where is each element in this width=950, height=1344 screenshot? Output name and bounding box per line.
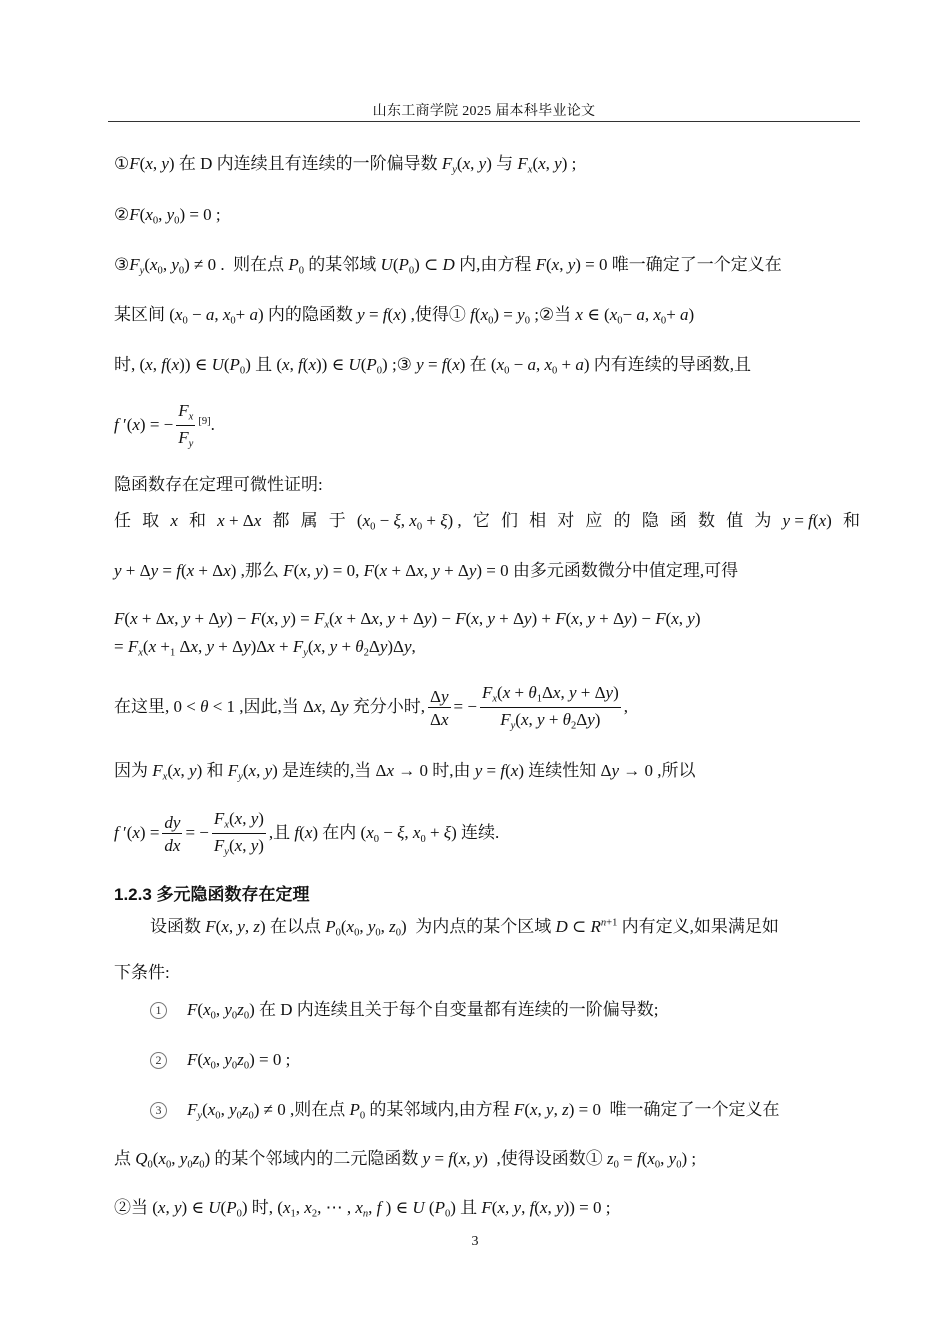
running-header: 山东工商学院 2025 届本科毕业论文 bbox=[372, 104, 596, 119]
proof-conclusion: f ′(x) = $\frac{dy}{dx}$ = − $\frac{F_x(x, y)}{F_y(x, y)}$ ,且 f(x) 在内 ($x_0 - \xi$, $x_0 + \xi$) 连续. bbox=[114, 809, 500, 858]
fraction-dy-dx: $\frac{\Delta y}{\Delta x}$ bbox=[430, 687, 449, 730]
page-number: 3 bbox=[471, 1234, 479, 1249]
section-title: 多元隐函数存在定理 bbox=[156, 885, 310, 904]
multivar-condition-2: 2 $F(x_0$, $y_0z_0) = 0$ ; bbox=[150, 1051, 290, 1072]
circled-number-1: ① bbox=[114, 154, 130, 173]
multivar-condition-3: 3 $F_y(x_0$, $y_0z_0) \ne 0$ ,则在点 $P_0$ 的某邻域内,由方程 F(x, y, z) = 0 唯一确定了一个定义在 bbox=[150, 1101, 779, 1122]
header-divider bbox=[108, 121, 860, 122]
circled-number-2: ② bbox=[114, 205, 130, 224]
multivar-condition-3-continuation-1: 点 $Q_0(x_0$, $y_0z_0$) 的某个邻域内的二元隐函数 y = f(x, y) ,使得设函数① $z_0 = f(x_0$, $y_0$) ; bbox=[114, 1149, 697, 1171]
section-intro-line-1: 设函数 F(x, y, z) 在以点 $P_0(x_0$, $y_0$, $z_0$) 为内点的某个区域 D ⊂ $R^{n+1}$ 内有定义,如果满足如 bbox=[150, 917, 779, 939]
proof-line-4: 因为 $F_x(x$, y) 和 $F_y(x$, y) 是连续的,当 Δx → 0 时,由 y = f(x) 连续性知 Δy → 0 ,所以 bbox=[114, 761, 696, 783]
mean-value-equation-2: = $F_x(x +_1$ Δx, $y + \Delta y)\Delta x + F_y(x$, $y + \theta_2\Delta y)\Delta y$, bbox=[114, 637, 416, 659]
mean-value-equation-1: F(x + Δx, y + Δy) − F(x, $y) = F_x(x + \Delta x$, y + Δy) − F(x, y + Δy) + F(x, y + Δy) − F(x, y) bbox=[114, 609, 701, 631]
multivar-condition-3-continuation-2: ②当 (x, y) ∈ $U(P_0)$ 时, ($x_1$, $x_2$, ⋯ , $x_n$, f ) ∈ U $(P_0)$ 且 F(x, y, f(x, y)) = 0 ; bbox=[114, 1198, 611, 1220]
proof-line-2: y + Δy = f(x + Δx) ,那么 F(x, y) = 0, F(x + Δx, y + Δy) = 0 由多元函数微分中值定理,可得 bbox=[114, 561, 739, 580]
condition-3-continuation-2: 时, (x, f(x)) ∈ $U(P_0)$ 且 (x, f(x)) ∈ $U(P_0)$ ;③ y = f(x) 在 ($x_0 - a$, $x_0 + a$) 内有连续的导函数,且 bbox=[114, 355, 752, 377]
multivar-condition-1: 1 $F(x_0$, $y_0z_0$) 在 D 内连续且关于每个自变量都有连续的一阶偏导数; bbox=[150, 1001, 659, 1022]
condition-1: ①F(x, y) 在 D 内连续且有连续的一阶偏导数 $F_y(x$, y) 与 $F_x(x$, y) ; bbox=[114, 154, 577, 176]
citation: [9] bbox=[198, 415, 211, 427]
circled-number-1: 1 bbox=[150, 1002, 167, 1019]
section-heading-1-2-3 bbox=[114, 880, 310, 905]
proof-title: 隐函数存在定理可微性证明: bbox=[114, 475, 323, 494]
circled-number-3: ③ bbox=[114, 255, 130, 274]
derivative-formula: f ′(x) = − $\frac{F_x}{F_y}$ [9]. bbox=[114, 401, 215, 450]
circled-number-2: 2 bbox=[150, 1052, 167, 1069]
proof-line-3: 在这里, 0 < θ < 1 ,因此,当 Δx, Δy 充分小时, $\frac{\Delta y}{\Delta x}$ = − $\frac{F_x(x + \theta_1\Delta x, y + \Delta y)}{F_y(x, y + \theta_2\Delta y)}$ , bbox=[114, 683, 628, 732]
fraction-dy-over-dx: $\frac{dy}{dx}$ bbox=[164, 813, 181, 856]
condition-2: $②F(x_0$, $y_0) = 0$ ; bbox=[114, 205, 221, 227]
fraction-fx-over-fy: $\frac{F_x}{F_y}$ bbox=[178, 401, 194, 450]
fraction-partial-ratio: $\frac{F_x(x + \theta_1\Delta x, y + \Delta y)}{F_y(x, y + \theta_2\Delta y)}$ bbox=[481, 683, 619, 732]
fraction-fx-over-fy-xy: $\frac{F_x(x, y)}{F_y(x, y)}$ bbox=[213, 809, 264, 858]
condition-3: $③F_y(x_0$, $y_0) \ne 0$ . 则在点 $P_0$ 的某邻域 $U(P_0)$ ⊂ D 内,由方程 F(x, y) = 0 唯一确定了一个定义在 bbox=[114, 255, 782, 277]
circled-number-3: 3 bbox=[150, 1102, 167, 1119]
proof-line-1: 任 取 x 和 x + Δx 都 属 于 ($x_0 - \xi$, $x_0 + \xi$) , 它 们 相 对 应 的 隐 函 数 值 为 y = f(x) 和 bbox=[114, 511, 860, 533]
section-intro-line-2: 下条件: bbox=[114, 963, 170, 982]
section-number: 1.2.3 bbox=[114, 885, 152, 904]
condition-3-continuation-1: 某区间 ($x_0 - a$, $x_0+ a$) 内的隐函数 y = f(x) ,使得① $f(x_0) = y_0$ ;②当 x ∈ ($x_0- a$, $x_0+ a$) bbox=[114, 305, 695, 327]
